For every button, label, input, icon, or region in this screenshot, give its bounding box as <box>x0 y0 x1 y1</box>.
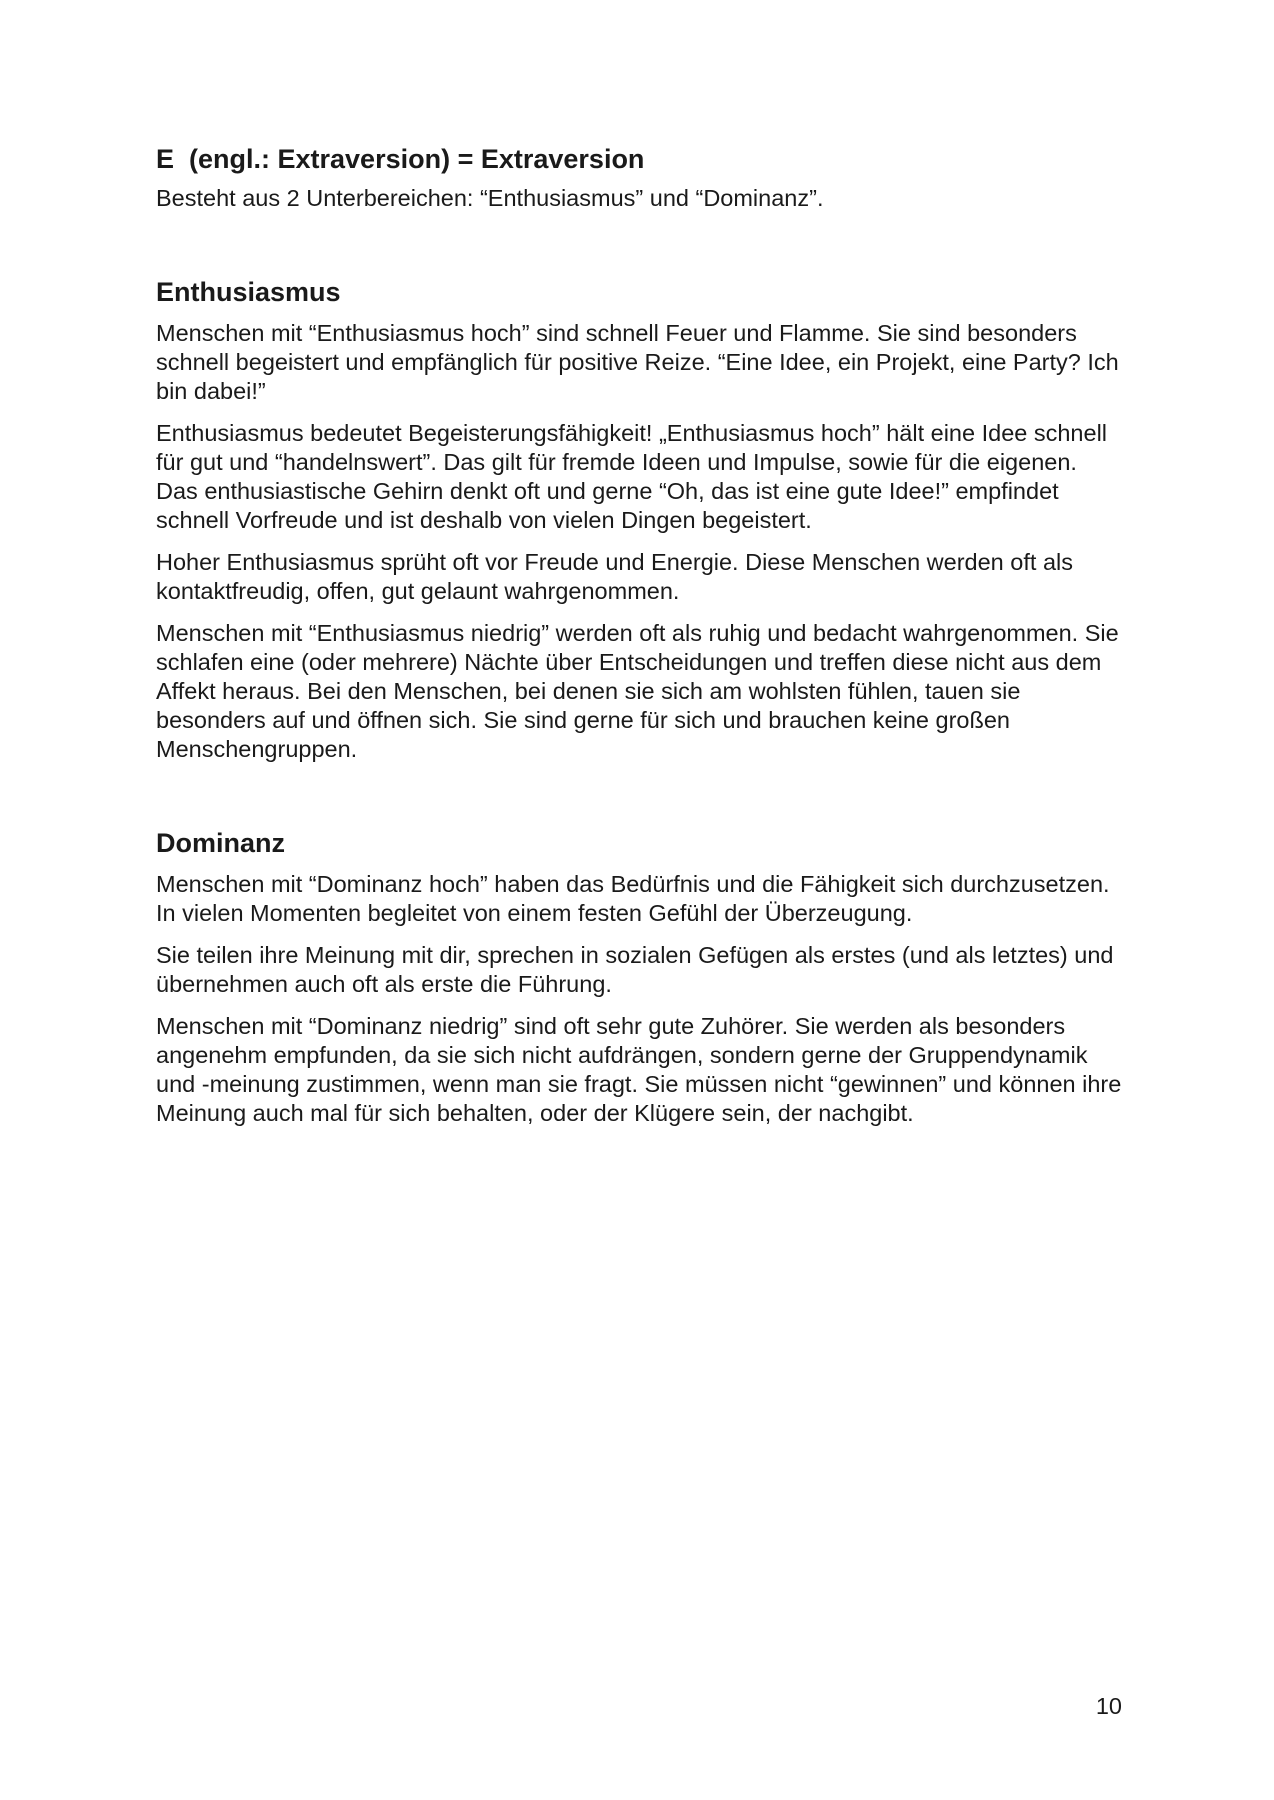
section-enthusiasmus <box>156 275 1122 764</box>
page-number: 10 <box>1095 1693 1122 1719</box>
document-subtitle: Besteht aus 2 Unterbereichen: “Enthusiasmus” und “Dominanz”. <box>156 185 824 211</box>
paragraph: Enthusiasmus bedeutet Begeisterungsfähigkeit! „Enthusiasmus hoch” hält eine Idee schnell für gut und “handelnswert”. Das gilt für fremde Ideen und Impulse, sowie für die eigenen. Das enthusiastische Gehirn denkt oft und gerne “Oh, das ist eine gute Idee!” empfindet schnell Vorfreude und ist deshalb von vielen Dingen begeistert. <box>156 420 1108 533</box>
paragraph: Sie teilen ihre Meinung mit dir, sprechen in sozialen Gefügen als erstes (und als letztes) und übernehmen auch oft als erste die Führung. <box>156 942 1114 997</box>
paragraph: Hoher Enthusiasmus sprüht oft vor Freude und Energie. Diese Menschen werden oft als kontaktfreudig, offen, gut gelaunt wahrgenommen. <box>156 549 1073 604</box>
document-content <box>156 142 1122 1128</box>
paragraph: Menschen mit “Dominanz niedrig” sind oft sehr gute Zuhörer. Sie werden als besonders angenehm empfunden, da sie sich nicht aufdrängen, sondern gerne der Gruppendynamik und -meinung zustimmen, wenn man sie fragt. Sie müssen nicht “gewinnen” und können ihre Meinung auch mal für sich behalten, oder der Klügere sein, der nachgibt. <box>156 1013 1122 1126</box>
section-heading: Dominanz <box>156 828 286 858</box>
section-heading: Enthusiasmus <box>156 277 341 307</box>
document-title: E (engl.: Extraversion) = Extraversion <box>156 144 645 174</box>
paragraph: Menschen mit “Enthusiasmus hoch” sind schnell Feuer und Flamme. Sie sind besonders schnell begeistert und empfänglich für positive Reize. “Eine Idee, ein Projekt, eine Party? Ich bin dabei!” <box>156 320 1119 404</box>
paragraph: Menschen mit “Dominanz hoch” haben das Bedürfnis und die Fähigkeit sich durchzusetzen. In vielen Momenten begleitet von einem festen Gefühl der Überzeugung. <box>156 871 1110 926</box>
section-dominanz <box>156 826 1122 1128</box>
paragraph: Menschen mit “Enthusiasmus niedrig” werden oft als ruhig und bedacht wahrgenommen. Sie schlafen eine (oder mehrere) Nächte über Entscheidungen und treffen diese nicht aus dem Affekt heraus. Bei den Menschen, bei denen sie sich am wohlsten fühlen, tauen sie besonders auf und öffnen sich. Sie sind gerne für sich und brauchen keine großen Menschengruppen. <box>156 620 1119 762</box>
